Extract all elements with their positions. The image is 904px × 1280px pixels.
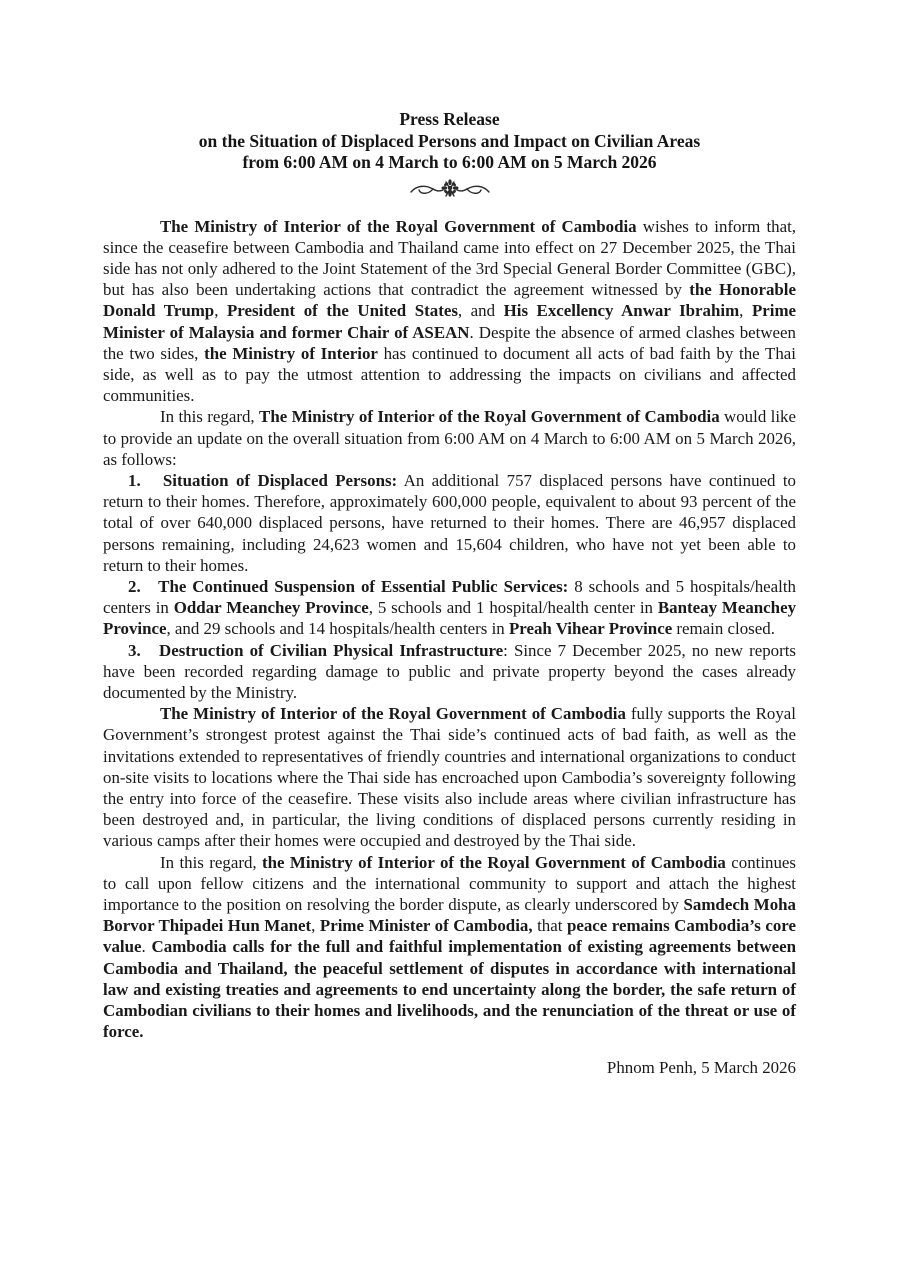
protest-support-paragraph bbox=[103, 703, 796, 851]
list-item-3-infrastructure bbox=[103, 640, 796, 704]
bold-text-run: Prime Minister of Cambodia, bbox=[319, 916, 533, 936]
text-run: continues to call upon fellow citizens and the international community to support and attach the highest importance to the position on resolving the border dispute, as clearly underscored by bbox=[103, 852, 796, 914]
text-run: that bbox=[532, 916, 567, 936]
text-run: , and bbox=[457, 301, 504, 321]
title-line-2: on the Situation of Displaced Persons and Impact on Civilian Areas bbox=[198, 130, 701, 151]
document-body bbox=[103, 216, 796, 1043]
bold-text-run: The Ministry of Interior of the Royal Government of Cambodia bbox=[160, 216, 637, 236]
text-run: , 5 schools and 1 hospital/health center in bbox=[368, 598, 658, 618]
bold-text-run: Oddar Meanchey Province bbox=[173, 598, 369, 618]
bold-text-run: the Honorable Donald Trump bbox=[103, 280, 796, 321]
bold-text-run: 1. Situation of Displaced Persons: bbox=[128, 470, 398, 490]
text-run: wishes to inform that, since the ceasefire between Cambodia and Thailand came into effect on 27 December 2025, the Thai side has not only adhered to the Joint Statement of the 3rd Special General Border Committee (GBC), but has also been undertaking actions that contradict the agreement witnessed by bbox=[103, 216, 796, 300]
text-run: would like to provide an update on the overall situation from 6:00 AM on 4 March to 6:00 AM on 5 March 2026, as follows: bbox=[103, 407, 796, 469]
dateline: Phnom Penh, 5 March 2026 bbox=[606, 1058, 796, 1078]
text-run: fully supports the Royal Government’s strongest protest against the Thai side’s continued acts of bad faith, as well as the invitations extended to representatives of friendly countries and international organizations to conduct on-site visits to locations where the Thai side has encroached upon Cambodia’s sovereignty following the entry into force of the ceasefire. These visits also include areas where civilian infrastructure has been destroyed and, in particular, the living conditions of displaced persons currently residing in various camps after their homes were occupied and destroyed by the Thai side. bbox=[103, 704, 796, 851]
floral-divider-icon bbox=[103, 177, 796, 203]
text-run: In this regard, bbox=[160, 407, 260, 427]
update-intro-paragraph bbox=[103, 406, 796, 470]
closing-paragraph bbox=[103, 852, 796, 1043]
text-run: An additional 757 displaced persons have continued to return to their homes. Therefore, approximately 600,000 people, equivalent to about 93 percent of the total of over 640,000 displaced persons, have returned to their homes. There are 46,957 displaced persons remaining, including 24,623 women and 15,604 children, who have not yet been able to return to their homes. bbox=[103, 470, 796, 575]
bold-text-run: The Ministry of Interior of the Royal Government of Cambodia bbox=[160, 704, 626, 724]
text-run: , bbox=[311, 916, 320, 936]
bold-text-run: Prime Minister of Malaysia and former Chair of ASEAN bbox=[103, 301, 797, 342]
text-run: . Despite the absence of armed clashes between the two sides, bbox=[103, 322, 796, 363]
text-run: remain closed. bbox=[672, 619, 775, 639]
bold-text-run: Cambodia calls for the full and faithful implementation of existing agreements between Cambodia and Thailand, the peaceful settlement of disputes in accordance with international law and existing treaties and agreements to end uncertainty along the border, the safe return of Cambodian civilians to their homes and livelihoods, and the renunciation of the threat or use of force. bbox=[103, 937, 796, 1042]
bold-text-run: President of the United States bbox=[226, 301, 458, 321]
text-run: 8 schools and 5 hospitals/health centers in bbox=[103, 576, 796, 618]
bold-text-run: Samdech Moha Borvor Thipadei Hun Manet bbox=[103, 895, 797, 936]
bold-text-run: 3. Destruction of Civilian Physical Infrastructure bbox=[128, 640, 504, 660]
bold-text-run: The Ministry of Interior of the Royal Government of Cambodia bbox=[259, 407, 720, 427]
bold-text-run: His Excellency Anwar Ibrahim bbox=[503, 301, 740, 321]
text-run: , bbox=[214, 301, 227, 321]
text-run: , and 29 schools and 14 hospitals/health centers in bbox=[166, 619, 509, 639]
bold-text-run: 2. The Continued Suspension of Essential Public Services: bbox=[128, 576, 569, 596]
bold-text-run: the Ministry of Interior of the Royal Government of Cambodia bbox=[262, 852, 726, 872]
text-run: : Since 7 December 2025, no new reports have been recorded regarding damage to public and private property beyond the cases already documented by the Ministry. bbox=[103, 640, 796, 702]
text-run: , bbox=[739, 301, 752, 321]
bold-text-run: Preah Vihear Province bbox=[508, 619, 673, 639]
list-item-1-displaced-persons bbox=[103, 470, 796, 576]
text-run: . bbox=[141, 937, 152, 957]
list-item-2-public-services bbox=[103, 576, 796, 640]
title-line-1: Press Release bbox=[399, 109, 500, 129]
bold-text-run: the Ministry of Interior bbox=[204, 343, 378, 363]
text-run: has continued to document all acts of bad faith by the Thai side, as well as to pay the utmost attention to addressing the impacts on civilians and affected communities. bbox=[103, 343, 796, 406]
bold-text-run: Banteay Meanchey Province bbox=[103, 598, 797, 639]
bold-text-run: peace remains Cambodia’s core value bbox=[103, 916, 796, 957]
text-run: In this regard, bbox=[160, 852, 263, 872]
document-title bbox=[103, 109, 796, 174]
opening-paragraph bbox=[103, 216, 796, 407]
title-line-3: from 6:00 AM on 4 March to 6:00 AM on 5 March 2026 bbox=[242, 152, 657, 172]
